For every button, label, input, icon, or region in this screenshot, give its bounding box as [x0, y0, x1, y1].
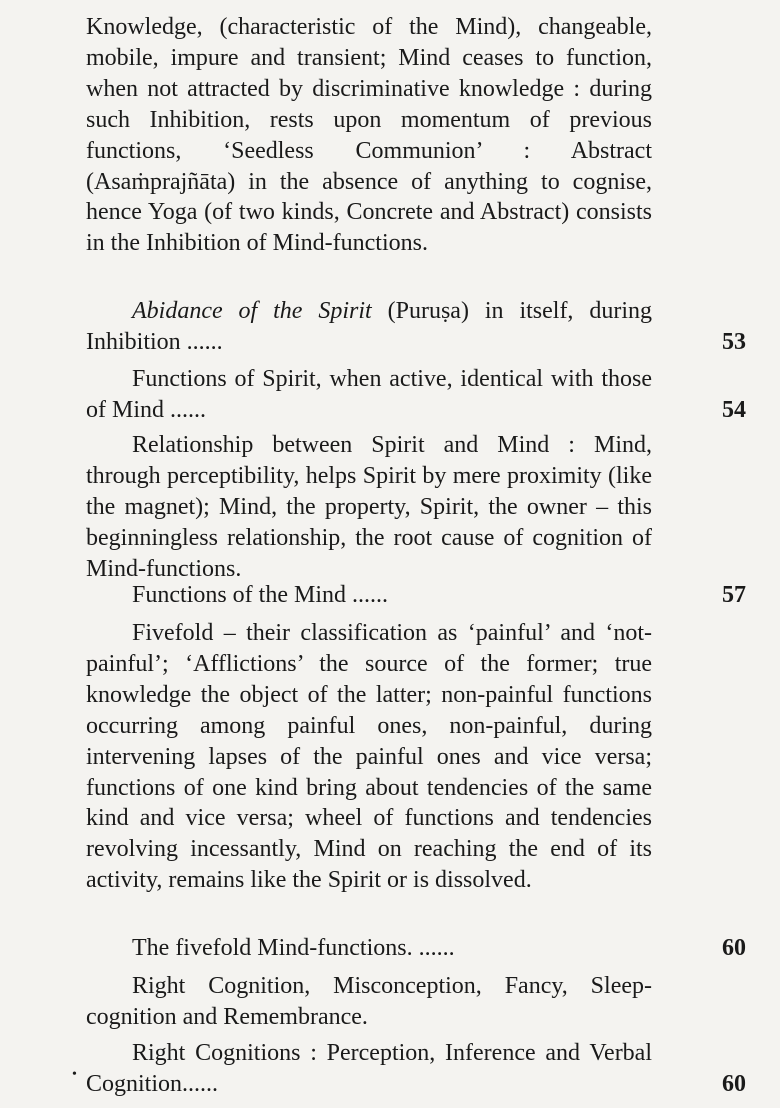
page-number-57: 57 — [722, 582, 746, 608]
entry-fivefold: Fivefold – their classification as ‘painful’ and ‘not-painful’; ‘Afflictions’ the source of the former; true knowledge the object of the latter; non-painful functions occurring among painful ones, non-painful, during intervening lapses of the painful ones and vice versa; functions of one kind bring about tendencies of the same kind and vice versa; wheel of functions and tendencies revolving incessantly, Mind on reaching the end of its activity, remains like the Spirit or is dissolved. — [86, 620, 652, 894]
entry-relationship: Relationship between Spirit and Mind : Mind, through perceptibility, helps Spirit by mere proximity (like the magnet); Mind, the property, Spirit, the owner – this beginningless relationship, the root cause of cognition of Mind-functions. — [86, 432, 652, 582]
entry-right-cognition: Right Cognition, Misconception, Fancy, Sleep-cognition and Remembrance. — [86, 973, 652, 1030]
entry-abidance-italic: Abidance of the Spirit — [132, 298, 372, 324]
entry-functions-of-spirit: Functions of Spirit, when active, identical with those of Mind ...... — [86, 366, 652, 423]
page-number-54: 54 — [722, 397, 746, 423]
margin-mark: • — [72, 1067, 77, 1082]
entry-right-cognitions: Right Cognitions : Perception, Inference and Verbal Cognition...... — [86, 1040, 652, 1097]
entry-fivefold-mind-functions: The fivefold Mind-functions. ...... — [132, 935, 455, 961]
entry-abidance-rest: (Puruṣa) in itself, during Inhibition ...... — [86, 298, 653, 355]
page-number-60-a: 60 — [722, 935, 746, 961]
entry-functions-of-mind: Functions of the Mind ...... — [132, 582, 388, 608]
entry-abidance-of-spirit — [86, 296, 652, 358]
entry-knowledge: Knowledge, (characteristic of the Mind), changeable, mobile, impure and transient; Mind ceases to function, when not attracted by discriminative knowledge : during such Inhibition, rests upon momentum of previous functions, ‘Seedless Communion’ : Abstract (Asaṁprajñāta) in the absence of anything to cognise, hence Yoga (of two kinds, Concrete and Abstract) consists in the Inhibition of Mind-functions. — [86, 14, 652, 257]
page-number-53: 53 — [722, 329, 746, 355]
page-number-60-b: 60 — [722, 1071, 746, 1097]
